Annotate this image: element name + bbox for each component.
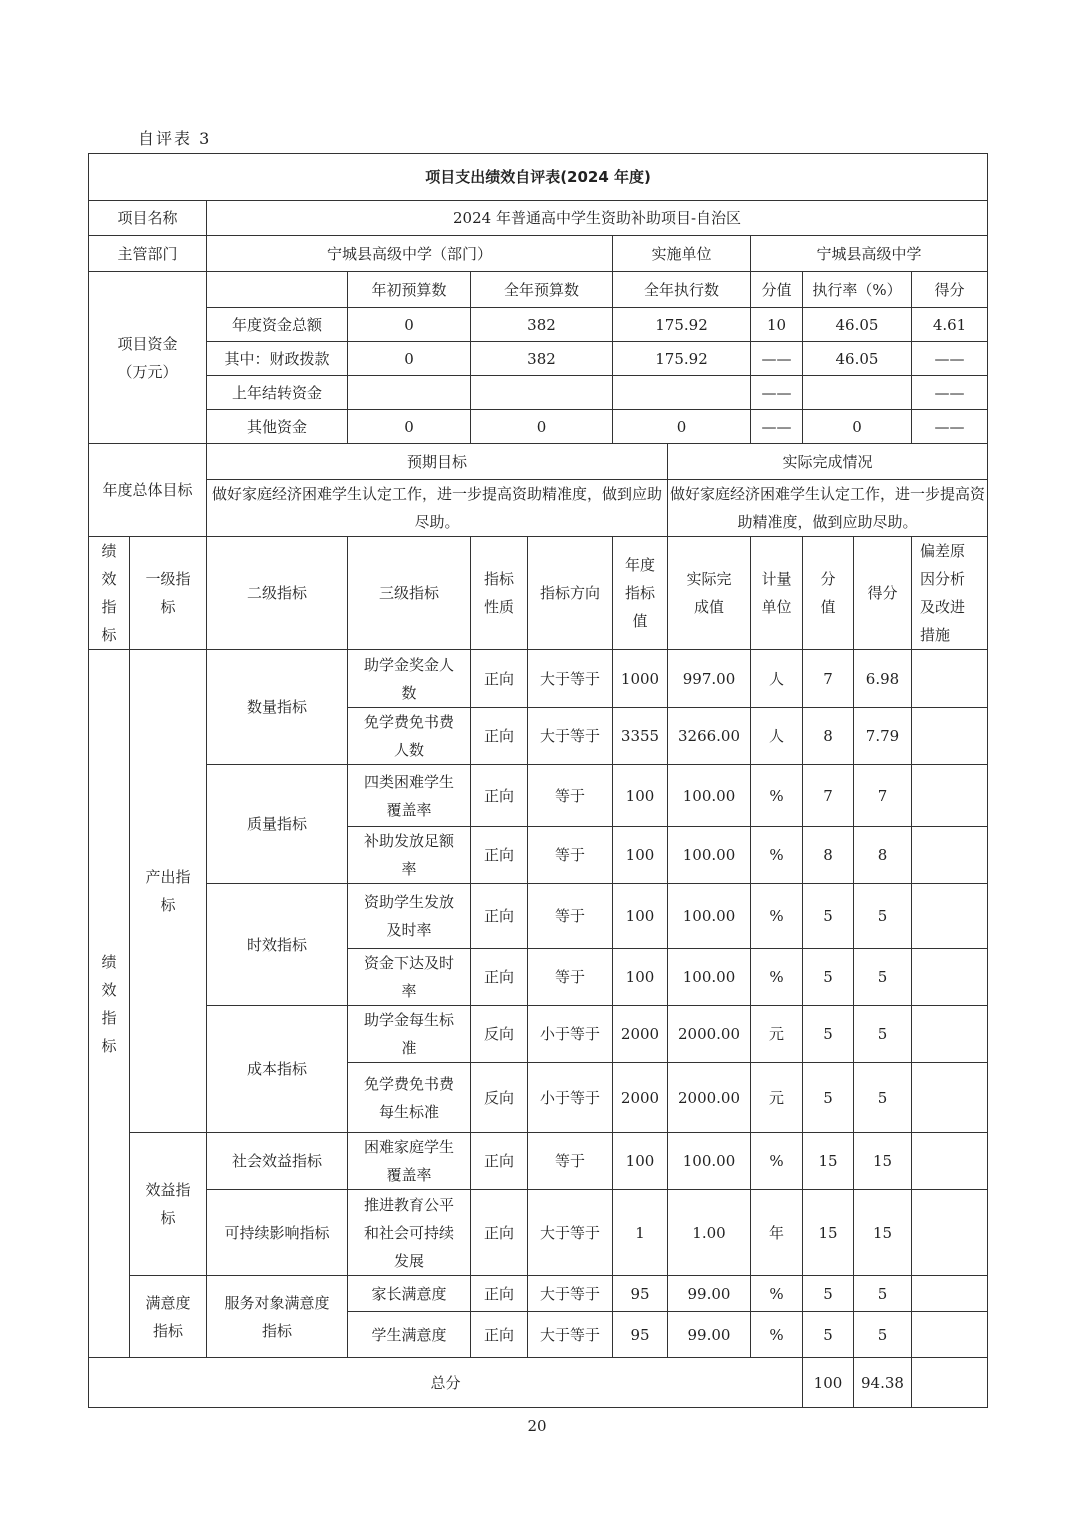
indicator-unit: % — [751, 1133, 803, 1190]
dept-value: 宁城县高级中学（部门） — [207, 236, 613, 272]
level3-indicator-text: 免学费免书费每生标准 — [363, 1074, 454, 1121]
indicator-score: 5 — [854, 1312, 912, 1358]
indicator-deviation — [912, 650, 988, 708]
level2-indicator — [207, 1190, 348, 1276]
indicator-score-value: 5 — [803, 1006, 854, 1063]
indicator-actual: 100.00 — [668, 765, 751, 827]
funds-row-label: 其他资金 — [207, 410, 348, 444]
indicator-deviation — [912, 1276, 988, 1312]
funds-header-blank — [207, 272, 348, 308]
funds-score: 4.61 — [912, 308, 988, 342]
indicator-nature: 正向 — [471, 1133, 528, 1190]
total-score-value: 100 — [803, 1358, 854, 1408]
project-name-label: 项目名称 — [89, 201, 207, 236]
table-title: 项目支出绩效自评表(2024 年度) — [89, 154, 988, 201]
funds-row — [89, 342, 988, 376]
impl-value: 宁城县高级中学 — [751, 236, 988, 272]
funds-annual: 382 — [471, 308, 613, 342]
indicator-score: 5 — [854, 1006, 912, 1063]
indicator-nature: 反向 — [471, 1063, 528, 1133]
level3-indicator-text: 补助发放足额率 — [363, 832, 454, 878]
header-level1 — [130, 537, 207, 650]
level2-indicator-text: 质量指标 — [246, 815, 307, 833]
indicator-actual: 3266.00 — [668, 708, 751, 765]
funds-header-executed: 全年执行数 — [613, 272, 751, 308]
table-caption: 自评表 3 — [138, 129, 212, 148]
funds-header-initial: 年初预算数 — [348, 272, 471, 308]
level2-indicator — [207, 650, 348, 765]
level2-indicator-text: 成本指标 — [246, 1060, 307, 1078]
header-deviation — [912, 537, 988, 650]
indicator-deviation — [912, 1063, 988, 1133]
header-target-text: 年度指标值 — [624, 556, 655, 630]
funds-score: —— — [912, 342, 988, 376]
level1-indicator-text: 效益指标 — [145, 1181, 191, 1227]
header-perf-text: 绩效指标 — [101, 542, 117, 644]
indicator-direction: 等于 — [528, 827, 613, 884]
indicator-score: 5 — [854, 1063, 912, 1133]
level3-indicator-text: 四类困难学生覆盖率 — [363, 772, 454, 819]
total-deviation — [912, 1358, 988, 1408]
impl-label: 实施单位 — [613, 236, 751, 272]
indicator-nature: 正向 — [471, 827, 528, 884]
indicator-deviation — [912, 949, 988, 1006]
indicator-target: 1 — [613, 1190, 668, 1276]
level2-indicator — [207, 1276, 348, 1358]
indicator-deviation — [912, 884, 988, 949]
indicator-score: 7.79 — [854, 708, 912, 765]
level1-indicator — [130, 1276, 207, 1358]
indicator-score-value: 5 — [803, 884, 854, 949]
indicator-deviation — [912, 1312, 988, 1358]
level3-indicator-text: 免学费免书费人数 — [363, 713, 454, 759]
level2-indicator-text: 时效指标 — [246, 935, 307, 954]
indicator-score-value: 7 — [803, 765, 854, 827]
level2-indicator — [207, 765, 348, 884]
indicator-target: 2000 — [613, 1006, 668, 1063]
funds-executed — [613, 376, 751, 410]
indicator-target: 95 — [613, 1312, 668, 1358]
goals-actual-header: 实际完成情况 — [668, 444, 988, 480]
level2-indicator-text: 数量指标 — [246, 698, 307, 716]
indicator-score: 15 — [854, 1190, 912, 1276]
funds-row — [89, 410, 988, 444]
indicator-nature: 正向 — [471, 949, 528, 1006]
funds-row-label: 年度资金总额 — [207, 308, 348, 342]
indicator-score-value: 5 — [803, 1276, 854, 1312]
level2-indicator-text: 可持续影响指标 — [224, 1223, 330, 1242]
indicator-target: 1000 — [613, 650, 668, 708]
indicator-direction: 大于等于 — [528, 1190, 613, 1276]
level2-indicator-text: 服务对象满意度指标 — [224, 1293, 330, 1340]
indicator-nature: 正向 — [471, 884, 528, 949]
header-score-value — [803, 537, 854, 650]
level3-indicator-text: 助学金每生标准 — [363, 1011, 454, 1057]
level2-indicator-text: 社会效益指标 — [231, 1152, 322, 1170]
header-level1-text: 一级指标 — [145, 570, 191, 616]
indicator-score: 5 — [854, 949, 912, 1006]
header-actual-text: 实际完成值 — [686, 570, 732, 616]
funds-label-text: 项目资金（万元） — [117, 334, 178, 381]
indicator-row — [89, 1190, 988, 1276]
header-score-text: 得分 — [867, 584, 898, 602]
indicator-score: 7 — [854, 765, 912, 827]
header-deviation-text: 偏差原因分析及改进措施 — [920, 542, 966, 644]
funds-executed: 175.92 — [613, 342, 751, 376]
funds-initial: 0 — [348, 410, 471, 444]
level3-indicator — [348, 1312, 471, 1358]
funds-row — [89, 376, 988, 410]
indicator-score-value: 5 — [803, 1063, 854, 1133]
level3-indicator-text: 家长满意度 — [371, 1284, 447, 1303]
level2-indicator — [207, 1006, 348, 1133]
goals-actual-text: 做好家庭经济困难学生认定工作，进一步提高资助精准度，做到应助尽助。 — [668, 480, 988, 537]
level3-indicator — [348, 1190, 471, 1276]
funds-initial: 0 — [348, 308, 471, 342]
level3-indicator — [348, 765, 471, 827]
indicator-score: 8 — [854, 827, 912, 884]
indicator-unit: % — [751, 949, 803, 1006]
goals-label: 年度总体目标 — [89, 444, 207, 537]
level2-indicator — [207, 884, 348, 1006]
indicator-unit: % — [751, 884, 803, 949]
indicator-unit: 元 — [751, 1006, 803, 1063]
funds-score-value: —— — [751, 410, 803, 444]
funds-header-score-value: 分值 — [751, 272, 803, 308]
funds-rate — [803, 376, 912, 410]
level1-indicator-text: 满意度指标 — [145, 1293, 191, 1340]
header-perf — [89, 537, 130, 650]
funds-row — [89, 308, 988, 342]
indicator-unit: 年 — [751, 1190, 803, 1276]
indicator-actual: 100.00 — [668, 1133, 751, 1190]
indicator-unit: 元 — [751, 1063, 803, 1133]
indicator-target: 100 — [613, 765, 668, 827]
indicator-row — [89, 765, 988, 827]
indicator-nature: 正向 — [471, 1276, 528, 1312]
indicator-score-value: 7 — [803, 650, 854, 708]
indicator-direction: 小于等于 — [528, 1006, 613, 1063]
funds-annual — [471, 376, 613, 410]
indicator-unit: % — [751, 1276, 803, 1312]
funds-executed: 0 — [613, 410, 751, 444]
funds-score: —— — [912, 376, 988, 410]
funds-score: —— — [912, 410, 988, 444]
indicator-score-value: 15 — [803, 1133, 854, 1190]
funds-header-rate: 执行率（%） — [803, 272, 912, 308]
header-level3-text: 三级指标 — [378, 584, 439, 602]
level3-indicator — [348, 827, 471, 884]
indicator-direction: 等于 — [528, 765, 613, 827]
level1-indicator-text: 产出指标 — [145, 868, 191, 914]
indicator-actual: 2000.00 — [668, 1006, 751, 1063]
indicator-deviation — [912, 708, 988, 765]
indicator-deviation — [912, 765, 988, 827]
indicator-row — [89, 650, 988, 708]
header-unit — [751, 537, 803, 650]
indicator-target: 3355 — [613, 708, 668, 765]
level3-indicator — [348, 1006, 471, 1063]
indicator-actual: 1.00 — [668, 1190, 751, 1276]
funds-score-value: —— — [751, 342, 803, 376]
goals-expected-text: 做好家庭经济困难学生认定工作，进一步提高资助精准度，做到应助尽助。 — [207, 480, 668, 537]
header-level3 — [348, 537, 471, 650]
header-level2-text: 二级指标 — [246, 584, 307, 602]
header-nature-text: 指标性质 — [483, 570, 514, 616]
indicator-target: 2000 — [613, 1063, 668, 1133]
indicator-row — [89, 1276, 988, 1312]
indicator-deviation — [912, 1006, 988, 1063]
page-number: 20 — [527, 1417, 547, 1435]
funds-annual: 382 — [471, 342, 613, 376]
indicator-deviation — [912, 1190, 988, 1276]
dept-label: 主管部门 — [89, 236, 207, 272]
level3-indicator-text: 资金下达及时率 — [363, 954, 454, 1000]
total-label: 总分 — [89, 1358, 803, 1408]
indicator-actual: 100.00 — [668, 949, 751, 1006]
indicator-unit: % — [751, 1312, 803, 1358]
indicator-nature: 正向 — [471, 765, 528, 827]
header-nature — [471, 537, 528, 650]
level1-indicator — [130, 1133, 207, 1276]
indicator-row — [89, 1006, 988, 1063]
funds-rate: 0 — [803, 410, 912, 444]
indicator-nature: 正向 — [471, 708, 528, 765]
funds-header-annual: 全年预算数 — [471, 272, 613, 308]
indicator-row — [89, 884, 988, 949]
level3-indicator-text: 学生满意度 — [371, 1325, 447, 1344]
header-actual — [668, 537, 751, 650]
funds-initial — [348, 376, 471, 410]
indicator-deviation — [912, 827, 988, 884]
funds-row-label: 上年结转资金 — [207, 376, 348, 410]
project-name-value: 2024 年普通高中学生资助补助项目-自治区 — [207, 201, 988, 236]
level3-indicator — [348, 1276, 471, 1312]
indicator-actual: 2000.00 — [668, 1063, 751, 1133]
level1-indicator — [130, 650, 207, 1133]
header-direction — [528, 537, 613, 650]
indicator-score: 5 — [854, 1276, 912, 1312]
level3-indicator-text: 困难家庭学生覆盖率 — [363, 1138, 454, 1184]
level3-indicator — [348, 708, 471, 765]
indicator-target: 100 — [613, 1133, 668, 1190]
indicator-direction: 等于 — [528, 1133, 613, 1190]
indicator-unit: 人 — [751, 708, 803, 765]
level3-indicator — [348, 884, 471, 949]
header-score-value-text: 分值 — [820, 570, 836, 616]
indicator-unit: % — [751, 827, 803, 884]
funds-rate: 46.05 — [803, 308, 912, 342]
indicator-target: 100 — [613, 949, 668, 1006]
perf-label — [89, 650, 130, 1358]
indicator-actual: 99.00 — [668, 1276, 751, 1312]
indicator-row — [89, 1133, 988, 1190]
indicator-direction: 大于等于 — [528, 650, 613, 708]
indicator-target: 95 — [613, 1276, 668, 1312]
indicator-nature: 反向 — [471, 1006, 528, 1063]
indicator-direction: 等于 — [528, 949, 613, 1006]
indicator-score-value: 8 — [803, 708, 854, 765]
funds-executed: 175.92 — [613, 308, 751, 342]
funds-row-label: 其中：财政拨款 — [207, 342, 348, 376]
header-level2 — [207, 537, 348, 650]
indicator-direction: 大于等于 — [528, 1276, 613, 1312]
indicator-score-value: 5 — [803, 949, 854, 1006]
level3-indicator-text: 助学金奖金人数 — [363, 655, 454, 702]
level3-indicator — [348, 949, 471, 1006]
funds-header-score: 得分 — [912, 272, 988, 308]
header-score — [854, 537, 912, 650]
indicator-deviation — [912, 1133, 988, 1190]
indicator-score: 6.98 — [854, 650, 912, 708]
funds-label — [89, 272, 207, 444]
indicator-actual: 997.00 — [668, 650, 751, 708]
total-score: 94.38 — [854, 1358, 912, 1408]
goals-expected-header: 预期目标 — [207, 444, 668, 480]
indicator-direction: 大于等于 — [528, 708, 613, 765]
perf-label-text: 绩效指标 — [101, 952, 117, 1055]
indicator-score-value: 8 — [803, 827, 854, 884]
indicator-target: 100 — [613, 884, 668, 949]
funds-score-value: —— — [751, 376, 803, 410]
indicator-direction: 大于等于 — [528, 1312, 613, 1358]
level3-indicator-text: 推进教育公平和社会可持续发展 — [363, 1195, 454, 1270]
funds-rate: 46.05 — [803, 342, 912, 376]
funds-score-value: 10 — [751, 308, 803, 342]
indicator-score-value: 15 — [803, 1190, 854, 1276]
indicator-score: 5 — [854, 884, 912, 949]
header-target — [613, 537, 668, 650]
level3-indicator — [348, 1063, 471, 1133]
indicator-nature: 正向 — [471, 650, 528, 708]
indicator-unit: 人 — [751, 650, 803, 708]
self-evaluation-table — [88, 153, 988, 1408]
indicator-direction: 等于 — [528, 884, 613, 949]
indicator-score: 15 — [854, 1133, 912, 1190]
indicator-actual: 99.00 — [668, 1312, 751, 1358]
indicator-nature: 正向 — [471, 1312, 528, 1358]
indicator-direction: 小于等于 — [528, 1063, 613, 1133]
total-row — [89, 1358, 988, 1408]
indicator-score-value: 5 — [803, 1312, 854, 1358]
level2-indicator — [207, 1133, 348, 1190]
indicator-actual: 100.00 — [668, 884, 751, 949]
indicator-target: 100 — [613, 827, 668, 884]
header-unit-text: 计量单位 — [761, 570, 792, 616]
indicator-actual: 100.00 — [668, 827, 751, 884]
funds-initial: 0 — [348, 342, 471, 376]
indicator-nature: 正向 — [471, 1190, 528, 1276]
level3-indicator — [348, 650, 471, 708]
header-direction-text: 指标方向 — [539, 584, 600, 602]
indicator-unit: % — [751, 765, 803, 827]
indicator-header-row — [89, 537, 988, 650]
level3-indicator — [348, 1133, 471, 1190]
level3-indicator-text: 资助学生发放及时率 — [363, 893, 454, 939]
funds-annual: 0 — [471, 410, 613, 444]
